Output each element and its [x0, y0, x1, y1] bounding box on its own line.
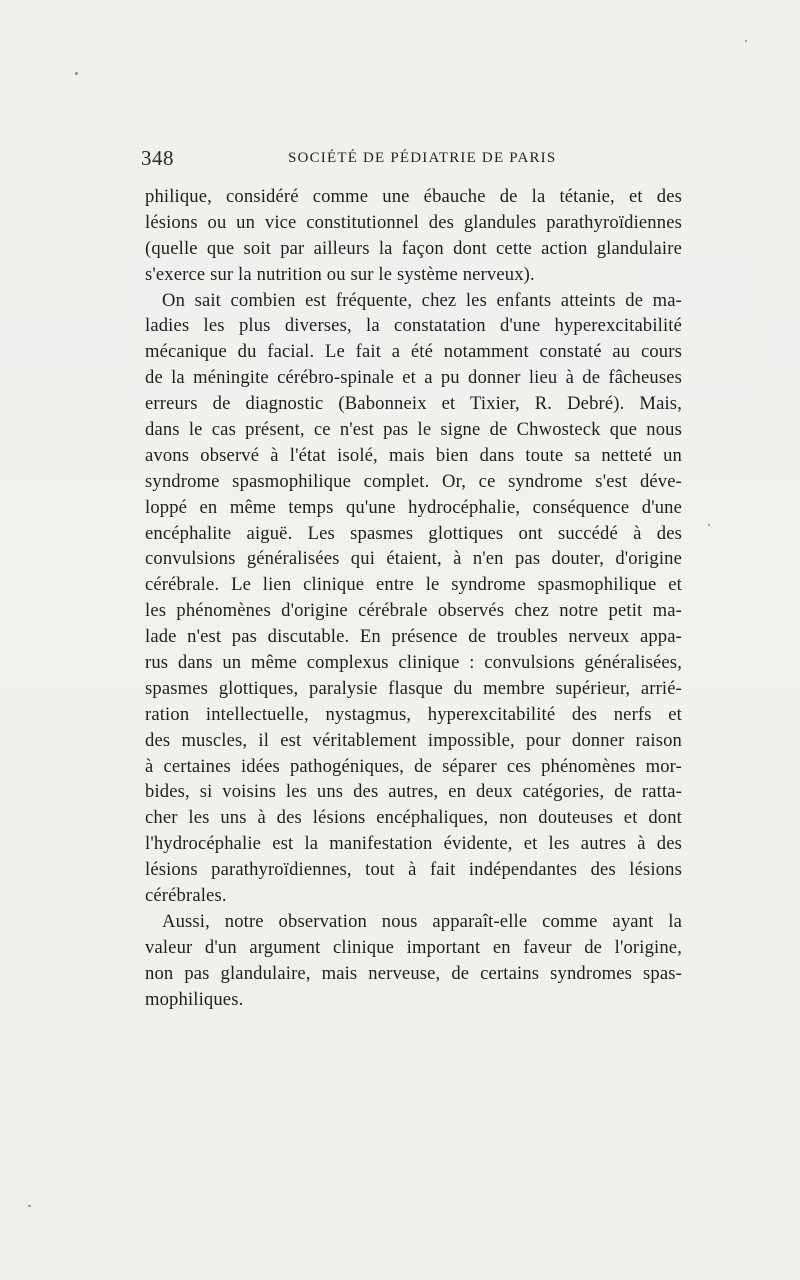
text-line: cher les uns à des lésions encéphaliques, non douteuses et dont	[145, 807, 682, 829]
paper-speck	[75, 72, 78, 75]
text-line: dans le cas présent, ce n'est pas le signe de Chwosteck que nous	[145, 419, 682, 441]
text-line: On sait combien est fréquente, chez les enfants atteints de ma-	[162, 289, 682, 311]
text-line: non pas glandulaire, mais nerveuse, de certains syndromes spas-	[145, 962, 682, 984]
text-line: des muscles, il est véritablement impossible, pour donner raison	[145, 729, 682, 751]
text-line: lésions parathyroïdiennes, tout à fait indépendantes des lésions	[145, 859, 682, 881]
text-line: cérébrale. Le lien clinique entre le syndrome spasmophilique et	[145, 574, 682, 596]
running-head-title: SOCIÉTÉ DE PÉDIATRIE DE PARIS	[288, 150, 557, 166]
text-line: convulsions généralisées qui étaient, à n'en pas douter, d'origine	[145, 548, 682, 570]
text-line: loppé en même temps qu'une hydrocéphalie, conséquence d'une	[145, 496, 682, 518]
text-line: philique, considéré comme une ébauche de la tétanie, et des	[145, 186, 682, 207]
paper-speck	[745, 40, 747, 42]
text-line: rus dans un même complexus clinique : convulsions généralisées,	[145, 652, 682, 674]
text-line: s'exerce sur la nutrition ou sur le système nerveux).	[145, 263, 535, 285]
text-line: à certaines idées pathogéniques, de séparer ces phénomènes mor-	[145, 755, 682, 777]
text-line: lade n'est pas discutable. En présence de troubles nerveux appa-	[145, 626, 682, 648]
text-line: mophiliques.	[145, 988, 244, 1010]
text-line: bides, si voisins les uns des autres, en deux catégories, de ratta-	[145, 781, 682, 803]
text-line: avons observé à l'état isolé, mais bien dans toute sa netteté un	[145, 444, 682, 466]
text-line: (quelle que soit par ailleurs la façon dont cette action glandulaire	[145, 237, 682, 259]
text-line: de la méningite cérébro-spinale et a pu donner lieu à de fâcheuses	[145, 367, 682, 389]
text-line: encéphalite aiguë. Les spasmes glottiques ont succédé à des	[145, 522, 682, 544]
paper-speck	[708, 524, 710, 526]
text-line: les phénomènes d'origine cérébrale observés chez notre petit ma-	[145, 600, 682, 622]
page-number: 348	[141, 146, 174, 170]
text-line: l'hydrocéphalie est la manifestation évidente, et les autres à des	[145, 833, 682, 855]
text-line: cérébrales.	[145, 885, 227, 907]
text-line: ration intellectuelle, nystagmus, hyperexcitabilité des nerfs et	[145, 703, 682, 725]
paper-speck	[28, 1205, 31, 1207]
text-line: Aussi, notre observation nous apparaît-elle comme ayant la	[162, 910, 682, 932]
text-line: erreurs de diagnostic (Babonneix et Tixier, R. Debré). Mais,	[145, 393, 682, 415]
text-line: syndrome spasmophilique complet. Or, ce syndrome s'est déve-	[145, 470, 682, 492]
text-line: spasmes glottiques, paralysie flasque du membre supérieur, arrié-	[145, 677, 682, 699]
body-text	[145, 184, 682, 1013]
text-line: valeur d'un argument clinique important en faveur de l'origine,	[145, 936, 682, 958]
text-line: lésions ou un vice constitutionnel des glandules parathyroïdiennes	[145, 211, 682, 233]
text-line: mécanique du facial. Le fait a été notamment constaté au cours	[145, 341, 682, 363]
text-line: ladies les plus diverses, la constatation d'une hyperexcitabilité	[145, 315, 682, 337]
